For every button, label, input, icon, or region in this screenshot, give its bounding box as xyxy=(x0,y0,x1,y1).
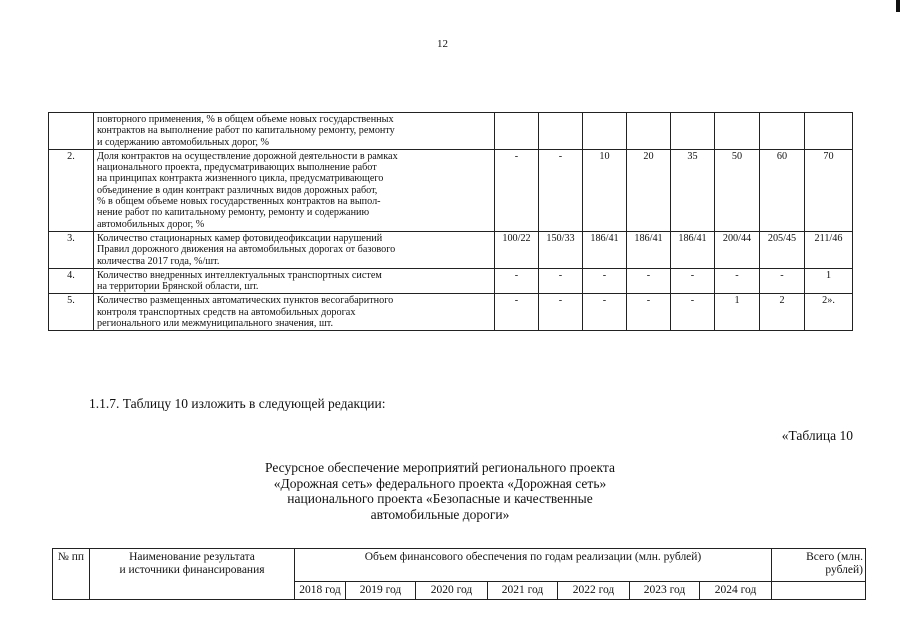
row-number: 2. xyxy=(49,149,94,231)
value-cell xyxy=(539,113,583,150)
caption-line: «Дорожная сеть» федерального проекта «Дорожная сеть» xyxy=(273,475,607,491)
indicator-name xyxy=(94,113,495,150)
value-cell: 186/41 xyxy=(627,231,671,268)
indicator-line: количества 2017 года, %/шт. xyxy=(97,255,220,267)
indicator-line: на принципах контракта жизненного цикла, предусматривающего xyxy=(97,173,384,185)
indicator-line: контроля транспортных средств на автомобильных дорогах xyxy=(97,306,356,318)
value-cell: 150/33 xyxy=(539,231,583,268)
indicator-line: контрактов на выполнение работ по капитальному ремонту, ремонту xyxy=(97,125,395,137)
indicator-line: Доля контрактов на осуществление дорожной деятельности в рамках xyxy=(97,150,398,162)
caption-line: автомобильные дороги» xyxy=(370,506,510,522)
value-cell: 186/41 xyxy=(671,231,715,268)
table-row xyxy=(49,113,853,150)
indicator-line: Количество размещенных автоматических пунктов весогабаритного xyxy=(97,295,394,307)
value-cell: - xyxy=(627,268,671,294)
indicator-line: национального проекта, предусматривающих выполнение работ xyxy=(97,162,377,174)
edge-mark xyxy=(896,0,900,12)
value-cell: 35 xyxy=(671,149,715,231)
indicator-line: Правил дорожного движения на автомобильных дорогах от базового xyxy=(97,244,396,256)
value-cell: 1 xyxy=(715,294,760,331)
indicator-line: нение работ по капитальному ремонту, ремонту и содержанию xyxy=(97,207,370,219)
indicator-line: регионального или межмуниципального значения, шт. xyxy=(97,318,334,330)
indicator-line: и содержанию автомобильных дорог, % xyxy=(97,136,269,148)
value-cell xyxy=(715,113,760,150)
value-cell: - xyxy=(671,294,715,331)
caption-line: национального проекта «Безопасные и качественные xyxy=(287,491,593,506)
value-cell: 20 xyxy=(627,149,671,231)
value-cell: 2 xyxy=(760,294,805,331)
year-cell: 2024 год xyxy=(700,582,772,600)
indicator-name xyxy=(94,268,495,294)
indicator-line: на территории Брянской области, шт. xyxy=(97,281,259,293)
page-number: 12 xyxy=(437,38,448,50)
year-cell: 2023 год xyxy=(630,582,700,600)
year-cell: 2021 год xyxy=(488,582,558,600)
indicator-name xyxy=(94,149,495,231)
value-cell: 10 xyxy=(583,149,627,231)
indicator-line: повторного применения, % в общем объеме новых государственных xyxy=(97,114,394,125)
year-cell: 2018 год xyxy=(295,582,346,600)
table-label: «Таблица 10 xyxy=(781,428,853,443)
header-funding: Объем финансового обеспечения по годам реализации (млн. рублей) xyxy=(295,549,772,582)
indicator-line: % в общем объеме новых государственных контрактов на выпол- xyxy=(97,196,381,208)
header-name: Наименование результата и источники финансирования xyxy=(90,549,295,600)
value-cell: 186/41 xyxy=(583,231,627,268)
value-cell: - xyxy=(760,268,805,294)
value-cell: - xyxy=(495,149,539,231)
value-cell: - xyxy=(495,294,539,331)
indicator-name xyxy=(94,294,495,331)
value-cell xyxy=(583,113,627,150)
value-cell: - xyxy=(539,268,583,294)
indicator-line: автомобильных дорог, % xyxy=(97,218,205,230)
table-row xyxy=(49,268,853,294)
value-cell: 2». xyxy=(805,294,853,331)
value-cell: 205/45 xyxy=(760,231,805,268)
indicators-table xyxy=(48,112,853,331)
value-cell: 200/44 xyxy=(715,231,760,268)
value-cell: - xyxy=(583,294,627,331)
year-cell: 2020 год xyxy=(416,582,488,600)
row-number xyxy=(49,113,94,150)
year-cell: 2019 год xyxy=(346,582,416,600)
value-cell: 60 xyxy=(760,149,805,231)
row-number: 3. xyxy=(49,231,94,268)
value-cell: - xyxy=(583,268,627,294)
header-total: Всего (млн. рублей) xyxy=(772,549,866,582)
total-cell xyxy=(772,582,866,600)
caption-line: Ресурсное обеспечение мероприятий регионального проекта xyxy=(265,460,615,475)
table-row xyxy=(49,294,853,331)
value-cell xyxy=(671,113,715,150)
row-number: 4. xyxy=(49,268,94,294)
table-row xyxy=(49,149,853,231)
value-cell: 70 xyxy=(805,149,853,231)
row-number: 5. xyxy=(49,294,94,331)
indicator-line: Количество стационарных камер фотовидеофиксации нарушений xyxy=(97,232,383,244)
indicator-line: объединение в один контракт различных видов дорожных работ, xyxy=(97,184,378,196)
value-cell: 50 xyxy=(715,149,760,231)
value-cell: 211/46 xyxy=(805,231,853,268)
header-num: № пп xyxy=(53,549,90,600)
indicator-line: Количество внедренных интеллектуальных транспортных систем xyxy=(97,269,382,281)
table-caption xyxy=(180,460,700,522)
value-cell: 100/22 xyxy=(495,231,539,268)
value-cell xyxy=(805,113,853,150)
value-cell xyxy=(495,113,539,150)
instruction-text: 1.1.7. Таблицу 10 изложить в следующей редакции: xyxy=(89,396,386,411)
value-cell: - xyxy=(539,149,583,231)
value-cell: - xyxy=(495,268,539,294)
value-cell xyxy=(627,113,671,150)
year-cell: 2022 год xyxy=(558,582,630,600)
value-cell: 1 xyxy=(805,268,853,294)
value-cell: - xyxy=(539,294,583,331)
indicator-name xyxy=(94,231,495,268)
value-cell: - xyxy=(715,268,760,294)
value-cell: - xyxy=(627,294,671,331)
table-row xyxy=(49,231,853,268)
value-cell: - xyxy=(671,268,715,294)
resource-table xyxy=(52,548,866,600)
value-cell xyxy=(760,113,805,150)
